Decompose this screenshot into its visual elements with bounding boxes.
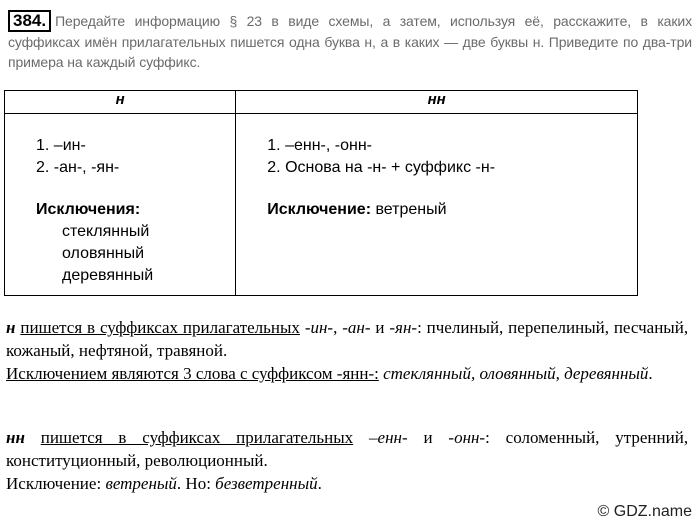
examples: : пчелиный, перепелиный, песчаный, кожаный, нефтяной, травяной.	[6, 318, 689, 360]
rule-nn-2: 2. Основа на -н- + суффикс -н-	[267, 159, 496, 176]
exceptions-sentence: Исключением являются 3 слова с суффиксом -янн-: стеклянный, оловянный, деревянный.	[6, 364, 653, 383]
column-header-nn: нн	[236, 91, 638, 114]
explanation-double-n: нн пишется в суффиксах прилагательных –енн- и -онн-: соломенный, утренний, конституционный, революционный. Исключение: ветреный. Но: безветренный.	[6, 428, 689, 493]
exceptions-title: Исключения:	[36, 201, 141, 218]
rule-text: пишется в суффиксах прилагательных	[20, 318, 300, 337]
lead-letter: нн	[6, 428, 25, 447]
suffix: -онн-	[448, 428, 486, 447]
task-text: Передайте информацию § 23 в виде схемы, а затем, используя её, расскажите, в каких суффиксах имён прилагательных пишется одна буква н, а в каких — две буквы н. Приведите по два-три примера на каждый суффикс.	[8, 13, 692, 70]
exception-word: безветренный	[215, 474, 318, 493]
suffix: –енн-	[369, 428, 408, 447]
scheme-table	[4, 90, 638, 296]
exception-word: ветреный	[375, 201, 447, 218]
column-nn	[236, 114, 638, 296]
watermark: © GDZ.name	[597, 503, 692, 520]
exception-line	[267, 199, 636, 221]
exception-words: стеклянный, оловянный, деревянный	[383, 364, 649, 383]
rule-nn-1: 1. –енн-, -онн-	[267, 137, 372, 154]
exception-word: оловянный	[62, 245, 145, 262]
exception-word: стеклянный	[62, 223, 150, 240]
rule-text: пишется в суффиксах прилагательных	[40, 428, 354, 447]
column-header-n: н	[5, 91, 236, 114]
task-statement	[8, 10, 692, 72]
exception-sentence: Исключение: ветреный. Но: безветренный.	[6, 474, 322, 493]
suffix: -ян-	[389, 318, 418, 337]
exception-word: ветреный	[105, 474, 177, 493]
task-number: 384.	[8, 10, 51, 32]
column-n	[5, 114, 236, 296]
suffix: -ин-	[304, 318, 334, 337]
exception-title: Исключение:	[267, 201, 372, 218]
examples: : соломенный, утренний, конституционный, революционный.	[6, 428, 689, 470]
explanation-single-n: н пишется в суффиксах прилагательных -ин-, -ан- и -ян-: пчелиный, перепелиный, песчаный, кожаный, нефтяной, травяной. Исключением являются 3 слова с суффиксом -янн-: стеклянный, оловянный, деревянный.	[6, 318, 689, 383]
rule-n-2: 2. -ан-, -ян-	[36, 159, 120, 176]
rule-n-1: 1. –ин-	[36, 137, 86, 154]
lead-letter: н	[6, 318, 16, 337]
suffix: -ан-	[342, 318, 371, 337]
exception-word: деревянный	[62, 267, 154, 284]
